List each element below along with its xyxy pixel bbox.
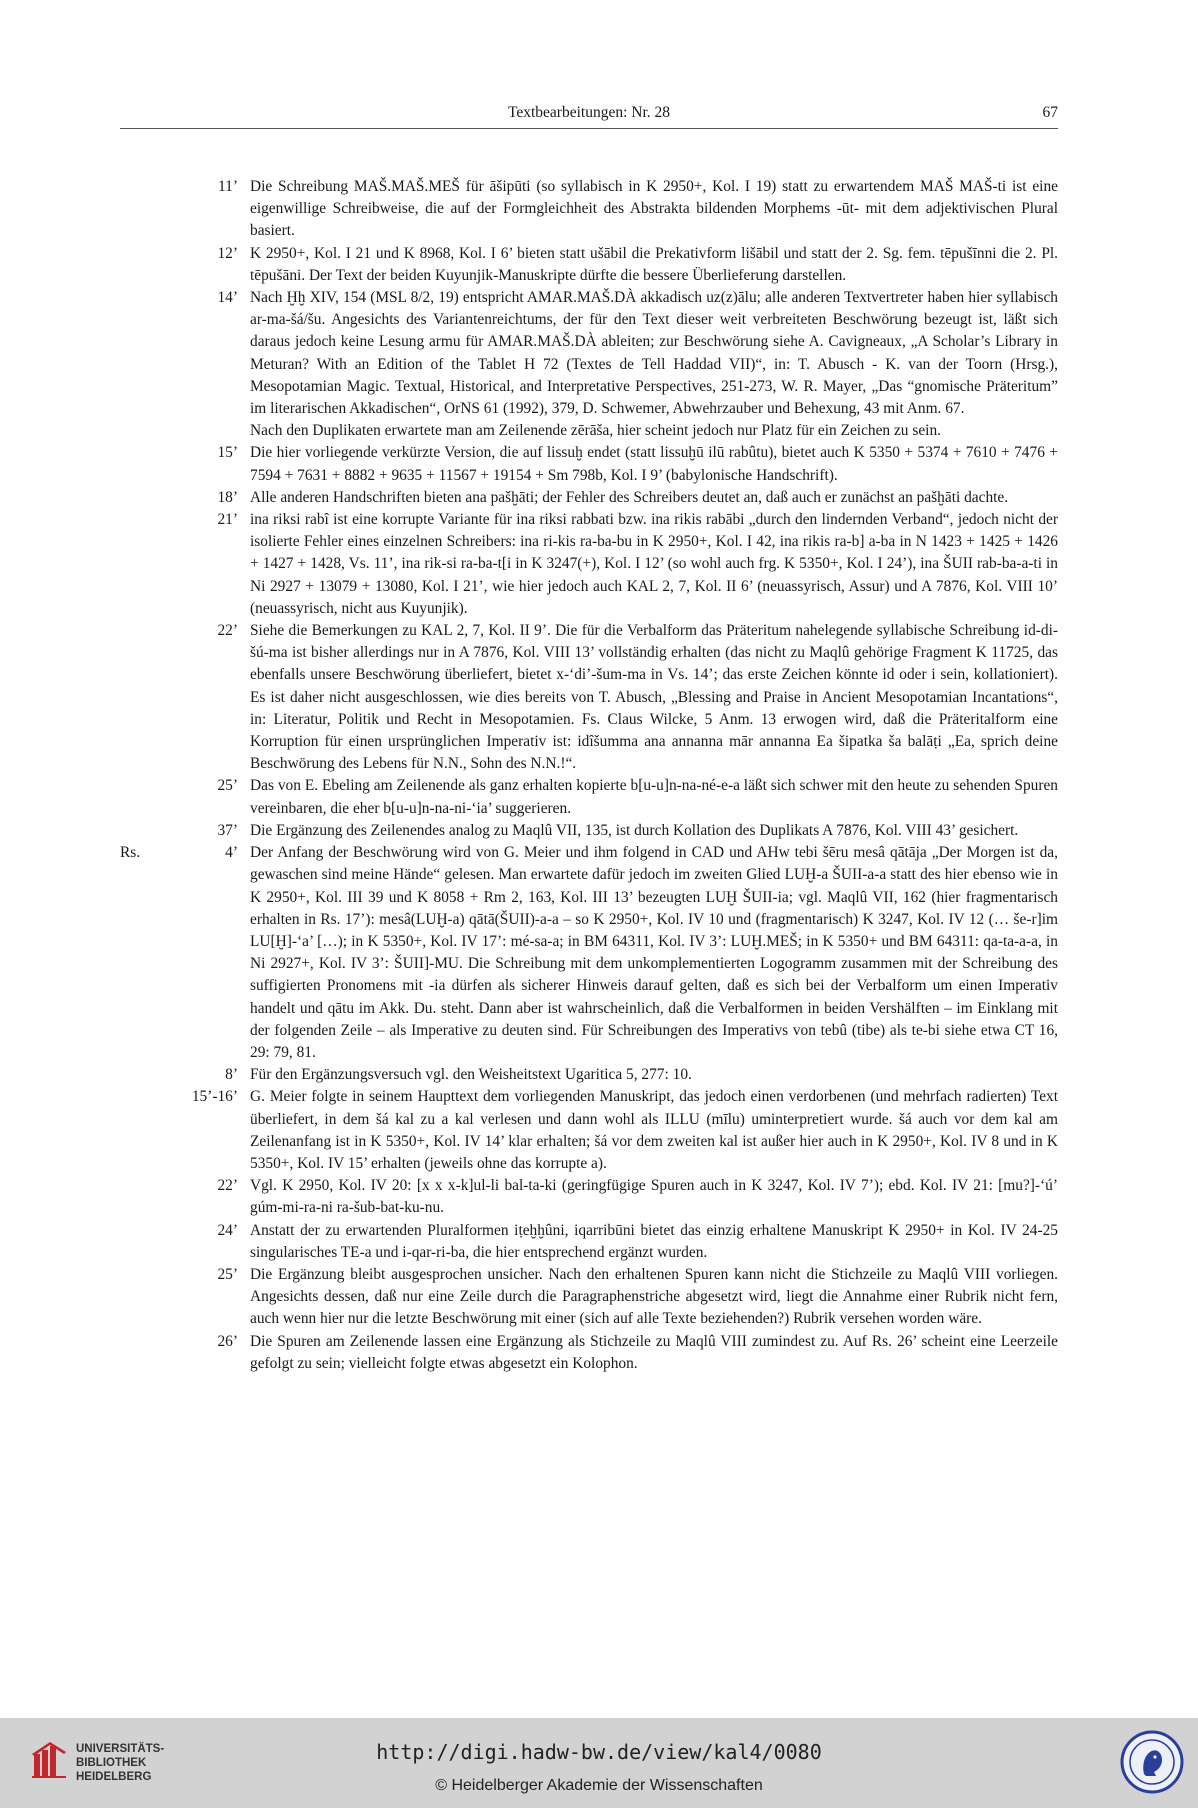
commentary-entry [120, 820, 1058, 842]
entry-paragraph: K 2950+, Kol. I 21 und K 8968, Kol. I 6’ bieten statt ušābil die Prekativform lišābil und statt der 2. Sg. fem. tēpušīnni die 2. Pl. tēpušāni. Der Text der beiden Kuyunjik-Manuskripte dürfte die bessere Überlieferung darstellen. [250, 244, 1058, 284]
line-reference: 22’ [217, 1177, 238, 1195]
copyright-notice: © Heidelberger Akademie der Wissenschaften [435, 1777, 763, 1794]
commentary-entry [120, 442, 1058, 486]
permalink-url[interactable]: http://digi.hadw-bw.de/view/kal4/0080 [376, 1740, 822, 1764]
running-title: Textbearbeitungen: Nr. 28 [507, 104, 671, 121]
commentary-entry [120, 1331, 1058, 1375]
page-number: 67 [1042, 104, 1058, 121]
entry-paragraph: Vgl. K 2950, Kol. IV 20: [x x x-k]ul-li bal-ta-ki (geringfügige Spuren auch in K 3247, Kol. IV 7’); ebd. Kol. IV 21: [mu?]-‘ú’ gúm-mi-ra-ni ra-šub-bat-ku-nu. [250, 1177, 1058, 1217]
entry-paragraph: Für den Ergänzungsversuch vgl. den Weisheitstext Ugaritica 5, 277: 10. [250, 1066, 692, 1084]
line-reference: 12’ [217, 244, 238, 262]
entry-paragraph: Die Ergänzung des Zeilenendes analog zu Maqlû VII, 135, ist durch Kollation des Duplikats A 7876, Kol. VIII 43’ gesichert. [250, 821, 1019, 839]
entry-paragraph: Nach Ḫḫ XIV, 154 (MSL 8/2, 19) entspricht AMAR.MAŠ.DÀ akkadisch uz(z)ālu; alle anderen Textvertreter haben hier syllabisch ar-ma-šá/šu. Angesichts des Variantenreichtums, der für den Text dieser weit verbreiteten Beschwörung bezeugt ist, läßt sich daraus jedoch keine Lesung armu für AMAR.MAŠ.DÀ ableiten; zur Beschwörung siehe A. Cavigneaux, „A Scholar’s Library in Meturan? With an Edition of the Tablet H 72 (Textes de Tell Haddad VII)“, in: T. Abusch - K. van der Toorn (Hrsg.), Mesopotamian Magic. Textual, Historical, and Interpretative Perspectives, 251-273, W. R. Mayer, „Das “gnomische Präteritum” im literarischen Akkadischen“, OrNS 61 (1992), 379, D. Schwemer, Abwehrzauber und Behexung, 43 mit Anm. 67. [250, 289, 1058, 418]
commentary-entry [120, 775, 1058, 819]
academy-seal-icon[interactable] [1120, 1730, 1184, 1794]
commentary-entry [120, 176, 1058, 243]
entry-paragraph: Anstatt der zu erwartenden Pluralformen iṭeḫḫûni, iqarribūni bietet das einzig erhaltene Manuskript K 2950+ in Kol. IV 24-25 singularisches TE-a und i-qar-ri-ba, die hier entsprechend ergänzt wurden. [250, 1221, 1058, 1261]
entry-text [250, 842, 1058, 1064]
line-reference: 4’ [225, 844, 238, 862]
commentary-entry [120, 287, 1058, 442]
entry-paragraph: ina riksi rabî ist eine korrupte Variante für ina riksi rabbati bzw. ina rikis rabābi „durch den lindernden Verband“, jedoch nicht der isolierte Fehler eines einzelnen Schreibers: ina ri-kis ra-ba-bu in K 2950+, Kol. I 42, ina rikis ra-b] a-ba in N 1423 + 1425 + 1426 + 1427 + 1428, Vs. 11’, ina rik-si ra-ba-t[i in K 3247(+), Kol. I 12’ (so wohl auch frg. K 5350+, Kol. I 24’), ina ŠUII rab-ba-a-ti in Ni 2927 + 13079 + 13080, Kol. I 21’, wie hier jedoch auch KAL 2, 7, Kol. II 6’ (neuassyrisch, Assur) und A 7876, Kol. VIII 10’ (neuassyrisch, nicht aus Kuyunjik). [250, 511, 1058, 617]
line-reference: 37’ [217, 821, 238, 839]
line-reference: 22’ [217, 622, 238, 640]
entry-text [250, 1175, 1058, 1219]
entry-paragraph: Alle anderen Handschriften bieten ana pašḫāti; der Fehler des Schreibers deutet an, daß auch er zunächst an pašḫāti dachte. [250, 488, 1009, 506]
entry-paragraph: Die hier vorliegende verkürzte Version, die auf lissuḫ endet (statt lissuḫū ilū rabûtu), bietet auch K 5350 + 5374 + 7610 + 7476 + 7594 + 7631 + 8882 + 9635 + 11567 + 19154 + Sm 798b, Kol. I 9’ (babylonische Handschrift). [250, 444, 1058, 484]
entry-text [250, 442, 1058, 486]
line-reference: 11’ [218, 178, 238, 195]
section-label: Rs. [120, 844, 141, 862]
line-reference: 26’ [217, 1332, 238, 1350]
commentary-entry [120, 487, 1058, 509]
entry-text [250, 243, 1058, 287]
commentary-entry [120, 842, 1058, 1064]
entry-text [250, 509, 1058, 620]
commentary-entry [120, 1064, 1058, 1086]
entry-paragraph: Die Schreibung MAŠ.MAŠ.MEŠ für āšipūti (so syllabisch in K 2950+, Kol. I 19) statt zu erwartendem MAŠ MAŠ-ti ist eine eigenwillige Schreibweise, die auf der Formgleichheit des Abstrakta bildenden Morphems -ūt- mit dem adjektivischen Plural basiert. [250, 178, 1058, 240]
entry-paragraph: Das von E. Ebeling am Zeilenende als ganz erhalten kopierte b[u-u]n-na-né-e-a läßt sich schwer mit den heute zu sehenden Spuren vereinbaren, die eher b[u-u]n-na-ni-‘ia’ suggerieren. [250, 777, 1058, 817]
line-reference: 25’ [217, 1265, 238, 1283]
line-reference: 18’ [217, 488, 238, 506]
line-reference: 21’ [217, 511, 238, 529]
line-reference: 25’ [217, 777, 238, 795]
entry-text [250, 1264, 1058, 1331]
entry-paragraph: Die Ergänzung bleibt ausgesprochen unsicher. Nach den erhaltenen Spuren kann nicht die Stichzeile zu Maqlû VIII vorliegen. Angesichts dessen, daß nur eine Zeile durch die Paragraphenstriche abgesetzt wird, liegt die Annahme einer Rubrik nicht fern, auch wenn hier nur die letzte Beschwörung mit einer (sich auf alle Texte beziehenden?) Rubrik versehen worden wäre. [250, 1265, 1058, 1328]
entry-paragraph: G. Meier folgte in seinem Haupttext dem vorliegenden Manuskript, das jedoch einen verdorbenen (und mehrfach radierten) Text überliefert, in dem šá kal zu a kal verlesen und dann wohl als ILLU (mīlu) uminterpretiert wurde. šá auch vor dem kal am Zeilenanfang ist in K 5350+, Kol. IV 14’ klar erhalten; šá vor dem zweiten kal ist außer hier auch in K 2950+, Kol. IV 8 und in K 5350+, Kol. IV 15’ erhalten (jeweils ohne das korrupte a). [250, 1088, 1058, 1172]
line-reference: 8’ [225, 1066, 238, 1084]
entry-text [250, 1331, 1058, 1375]
commentary-entry [120, 1175, 1058, 1219]
entry-text [250, 176, 1058, 243]
entry-text [250, 287, 1058, 442]
entry-text [250, 820, 1058, 842]
commentary-entry [120, 1220, 1058, 1264]
entry-paragraph: Die Spuren am Zeilenende lassen eine Ergänzung als Stichzeile zu Maqlû VIII zumindest zu. Auf Rs. 26’ scheint eine Leerzeile gefolgt zu sein; vielleicht folgte etwas abgesetzt ein Kolophon. [250, 1332, 1058, 1372]
commentary-entry [120, 1264, 1058, 1331]
library-name-line: BIBLIOTHEK [76, 1757, 147, 1769]
commentary-entry [120, 620, 1058, 775]
entry-paragraph: Siehe die Bemerkungen zu KAL 2, 7, Kol. II 9’. Die für die Verbalform das Präteritum nahelegende syllabische Schreibung id-di-šú-ma ist bisher allerdings nur in A 7876, Kol. VIII 13’ vollständig erhalten (das nicht zu Maqlû gehörige Fragment K 11725, das ebenfalls unsere Beschwörung überliefert, bietet x-‘di’-šum-ma in Vs. 14’; das erste Zeichen könnte id oder i sein, kollationiert). Es ist daher nicht ausgeschlossen, wie dies bereits von T. Abusch, „Blessing and Praise in Ancient Mesopotamian Incantations“, in: Literatur, Politik und Recht in Mesopotamien. Fs. Claus Wilcke, 5 Anm. 13 erwogen wird, daß die Präteritalform eine Korruption für einen ursprünglichen Imperativ ist: idîšumma ana annanna mār annanna Ea šipatka ša balāṭi „Ea, sprich deine Beschwörung des Lebens für N.N., Sohn des N.N.!“. [250, 622, 1058, 773]
library-name-line: HEIDELBERG [76, 1771, 152, 1783]
line-reference: 14’ [217, 289, 238, 307]
commentary-body [120, 176, 1058, 1375]
line-reference: 15’ [217, 444, 238, 462]
entry-text [250, 620, 1058, 775]
library-name-line: UNIVERSITÄTS- [76, 1743, 165, 1755]
footer-bar [0, 1718, 1198, 1808]
entry-text [250, 1220, 1058, 1264]
commentary-entry [120, 509, 1058, 620]
entry-text [250, 487, 1058, 509]
commentary-entry [120, 243, 1058, 287]
commentary-entry [120, 1086, 1058, 1175]
running-header [120, 100, 1058, 129]
line-reference: 15’-16’ [191, 1088, 238, 1106]
entry-paragraph: Nach den Duplikaten erwartete man am Zeilenende zērāša, hier scheint jedoch nur Platz für ein Zeichen zu sein. [250, 422, 941, 440]
entry-text [250, 1064, 1058, 1086]
entry-text [250, 1086, 1058, 1175]
entry-paragraph: Der Anfang der Beschwörung wird von G. Meier und ihm folgend in CAD und AHw tebi šēru mesâ qātāja „Der Morgen ist da, gewaschen sind meine Hände“ gelesen. Man erwartete dafür jedoch im zweiten Glied LUḪ-a ŠUII-a-a statt des hier ebenso wie in K 2950+, Kol. III 39 und K 8058 + Rm 2, 163, Kol. III 13’ bezeugten LUḪ ŠUII-ia; vgl. Maqlû VII, 162 (hier fragmentarisch erhalten in Rs. 17’): mesâ(LUḪ-a) qātā(ŠUII)-a-a – so K 2950+, Kol. IV 10 und (fragmentarisch) K 3247, Kol. IV 12 (… še-r]im LU[Ḫ]-‘a’ […); in K 5350+, Kol. IV 17’: mé-sa-a; in BM 64311, Kol. IV 3’: LUḪ.MEŠ; in K 5350+ und BM 64311: qa-ta-a-a, in Ni 2927+, Kol. IV 3’: ŠUII]-MU. Die Schreibung mit dem unkomplementierten Logogramm zusammen mit der Schreibung des suffigierten Pronomens mit -ia dürfen als sicherer Hinweis darauf gelten, daß es sich bei der Verbalform um einen Imperativ handelt und qātu im Akk. Du. steht. Dann aber ist wahrscheinlich, daß die Verbalformen in beiden Vershälften – im Einklang mit der folgenden Zeile – als Imperative zu deuten sind. Für Schreibungen des Imperativs von tebû (tibe) als te-bi siehe etwa CT 16, 29: 79, 81. [250, 844, 1058, 1061]
line-reference: 24’ [217, 1221, 238, 1239]
entry-text [250, 775, 1058, 819]
